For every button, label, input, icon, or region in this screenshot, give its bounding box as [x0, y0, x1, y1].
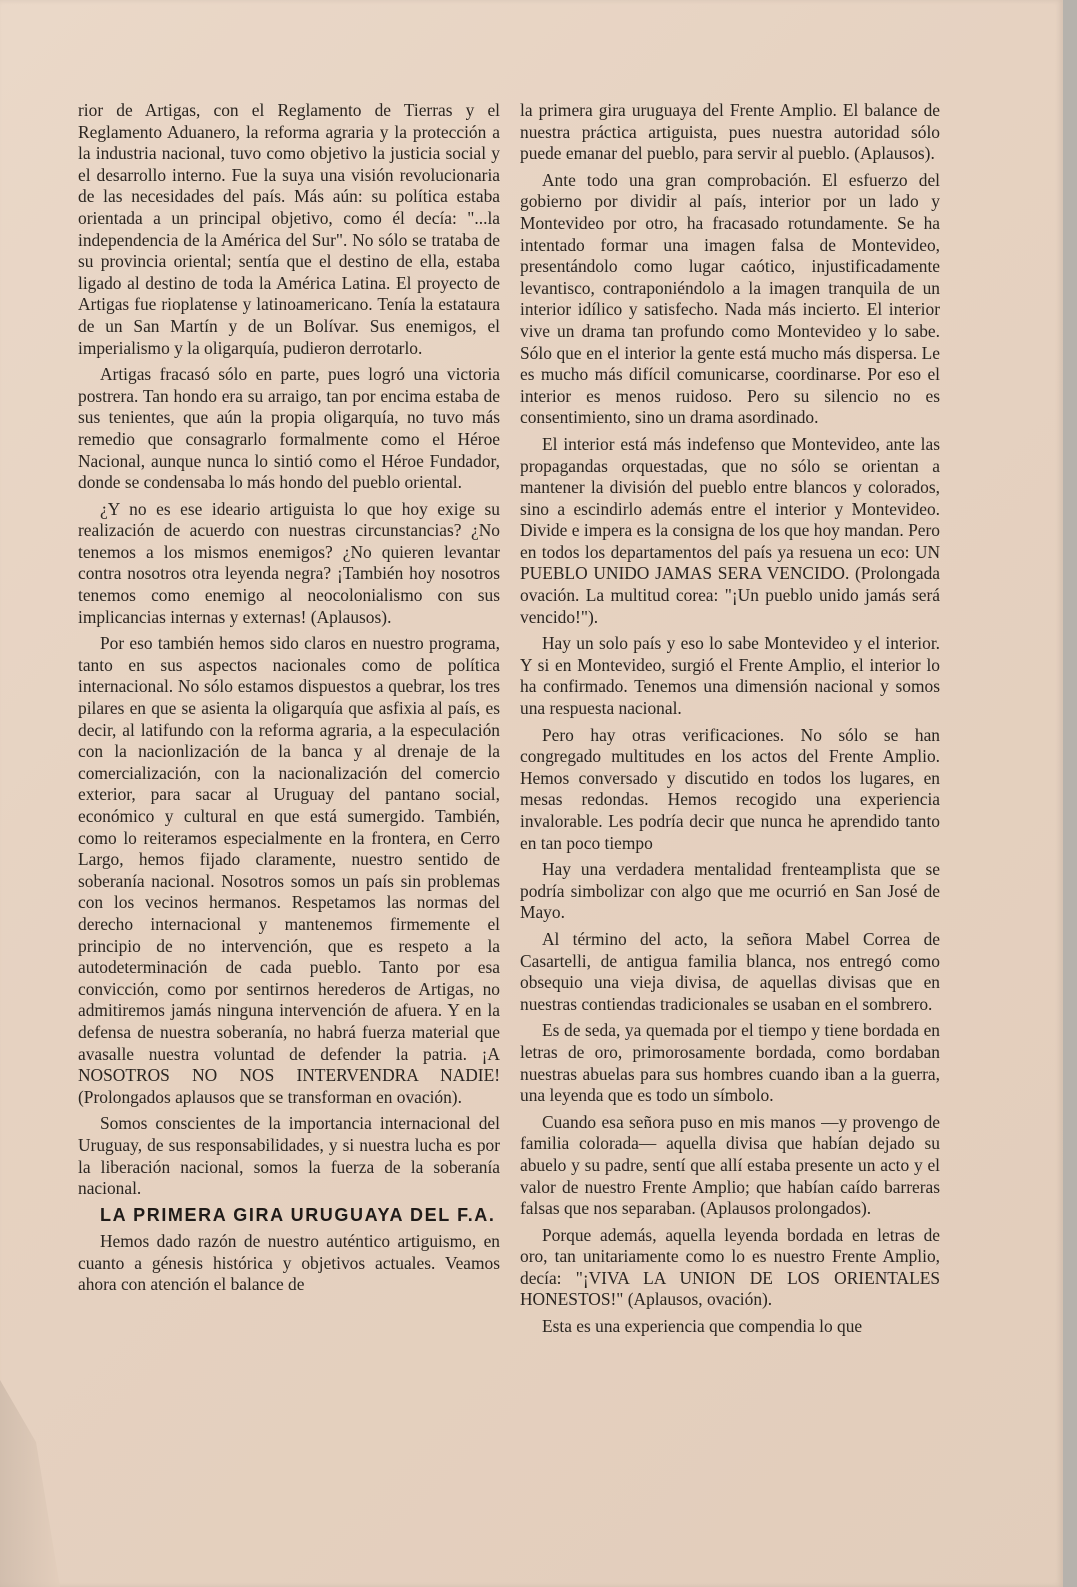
paragraph: Cuando esa señora puso en mis manos —y provengo de familia colorada— aquella divisa que habían dejado su abuelo y su padre, sentí que allí estaba presente un acto y el valor de nuestro Frente Amplio; que habían caído barreras falsas que nos separaban. (Aplausos prolongados).: [520, 1111, 940, 1219]
paragraph: Somos conscientes de la importancia internacional del Uruguay, de sus responsabilidades, y si nuestra lucha es por la liberación nacional, somos la fuerza de la soberanía nacional.: [78, 1113, 500, 1199]
paragraph: Hay una verdadera mentalidad frenteamplista que se podría simbolizar con algo que me ocurrió en San José de Mayo.: [520, 859, 940, 923]
paragraph: rior de Artigas, con el Reglamento de Tierras y el Reglamento Aduanero, la reforma agraria y la protección a la industria nacional, tuvo como objetivo la justicia social y el desarrollo interno. Fue la suya una visión revolucionaria de las necesidades del país. Más aún: su política estaba orientada a un principal objetivo, como él decía: "...la independencia de la América del Sur". No sólo se trataba de su provincia oriental; sentía que el destino de ella, estaba ligado al destino de toda la América Latina. El proyecto de Artigas fue rioplatense y latinoamericano. Tenía la estataura de un San Martín y de un Bolívar. Sus enemigos, el imperialismo y la oligarquía, pudieron derrotarlo.: [78, 100, 500, 358]
paragraph: la primera gira uruguaya del Frente Amplio. El balance de nuestra práctica artiguista, pues nuestra autoridad sólo puede emanar del pueblo, para servir al pueblo. (Aplausos).: [520, 100, 940, 164]
paragraph: Ante todo una gran comprobación. El esfuerzo del gobierno por dividir al país, interior por un lado y Montevideo por otro, ha fracasado rotundamente. Se ha intentado formar una imagen falsa de Montevideo, presentándolo como lugar caótico, injustificadamente levantisco, contraponiéndolo a la imagen tranquila de un interior idílico y satisfecho. Nada más incierto. El interior vive un drama tan profundo como Montevideo y lo sabe. Sólo que en el interior la gente está mucho más dispersa. Le es mucho más difícil comunicarse, coordinarse. Por eso el interior es menos ruidoso. Pero su silencio no es consentimiento, sino un drama asordinado.: [520, 169, 940, 428]
paragraph: Hemos dado razón de nuestro auténtico artiguismo, en cuanto a génesis histórica y objetivos actuales. Veamos ahora con atención el balance de: [78, 1231, 500, 1295]
paragraph: Es de seda, ya quemada por el tiempo y tiene bordada en letras de oro, primorosamente bordada, como bordaban nuestras abuelas para sus hombres cuando iban a la guerra, una leyenda que es todo un símbolo.: [520, 1020, 940, 1106]
paragraph: Pero hay otras verificaciones. No sólo se han congregado multitudes en los actos del Frente Amplio. Hemos conversado y discutido en todos los lugares, en mesas redondas. Hemos recogido una experiencia invalorable. Les podría decir que nunca he aprendido tanto en tan poco tiempo: [520, 724, 940, 853]
section-heading: LA PRIMERA GIRA URUGUAYA DEL F.A.: [100, 1204, 496, 1225]
paragraph: Al término del acto, la señora Mabel Correa de Casartelli, de antigua familia blanca, nos entregó como obsequio una vieja divisa, de aquellas divisas que en nuestras contiendas tradicionales se usaban en el sombrero.: [520, 928, 940, 1014]
left-column: [78, 100, 500, 1301]
paragraph: El interior está más indefenso que Montevideo, ante las propagandas orquestadas, que no sólo se orientan a mantener la división del pueblo entre blancos y colorados, sino a escindirlo además entre el interior y Montevideo. Divide e impera es la consigna de los que hoy mandan. Pero en todos los departamentos del país ya resuena un eco: UN PUEBLO UNIDO JAMAS SERA VENCIDO. (Prolongada ovación. La multitud corea: "¡Un pueblo unido jamás será vencido!").: [520, 433, 940, 627]
paragraph: Hay un solo país y eso lo sabe Montevideo y el interior. Y si en Montevideo, surgió el Frente Amplio, el interior lo ha confirmado. Tenemos una dimensión nacional y somos una respuesta nacional.: [520, 633, 940, 719]
paragraph: ¿Y no es ese ideario artiguista lo que hoy exige su realización de acuerdo con nuestras circunstancias? ¿No tenemos a los mismos enemigos? ¿No quieren levantar contra nosotros otra leyenda negra? ¡También hoy nosotros tenemos como enemigo al neocolonialismo con sus implicancias internas y externas! (Aplausos).: [78, 498, 500, 627]
paragraph: Por eso también hemos sido claros en nuestro programa, tanto en sus aspectos nacionales como de política internacional. No sólo estamos dispuestos a quebrar, los tres pilares en que se asienta la oligarquía que asfixia al país, es decir, al latifundo con la reforma agraria, a la especulación con la nacionlización de la banca y al drenaje de la comercialización, con la nacionalización del comercio exterior, para sacar al Uruguay del pantano social, económico y cultural en que está sumergido. También, como lo reiteramos especialmente en la frontera, en Cerro Largo, hemos fijado claramente, nuestro sentido de soberanía nacional. Nosotros somos un país sin problemas con los vecinos hermanos. Respetamos las normas del derecho internacional y mantenemos firmemente el principio de no intervención, que es respeto a la autodeterminación de cada pueblo. Tanto por esa convicción, como por sentirnos herederos de Artigas, no admitiremos jamás ninguna intervención de afuera. Y en la defensa de nuestra soberanía, no habrá fuerza material que avasalle nuestra voluntad de defender la patria. ¡A NOSOTROS NO NOS INTERVENDRA NADIE! (Prolongados aplausos que se transforman en ovación).: [78, 633, 500, 1107]
paragraph: Esta es una experiencia que compendia lo que: [542, 1316, 863, 1337]
right-column: [520, 100, 940, 1343]
torn-corner: [0, 1380, 60, 1587]
paragraph: Artigas fracasó sólo en parte, pues logró una victoria postrera. Tan hondo era su arraigo, tan por encima estaba de sus tenientes, que aún la propia oligarquía, no tuvo más remedio que consagrarlo formalmente como el Héroe Nacional, aunque nunca lo sintió como el Héroe Fundador, donde se condensaba lo más hondo del pueblo oriental.: [78, 364, 500, 493]
paragraph: Porque además, aquella leyenda bordada en letras de oro, tan unitariamente como lo es nuestro Frente Amplio, decía: "¡VIVA LA UNION DE LOS ORIENTALES HONESTOS!" (Aplausos, ovación).: [520, 1224, 940, 1310]
